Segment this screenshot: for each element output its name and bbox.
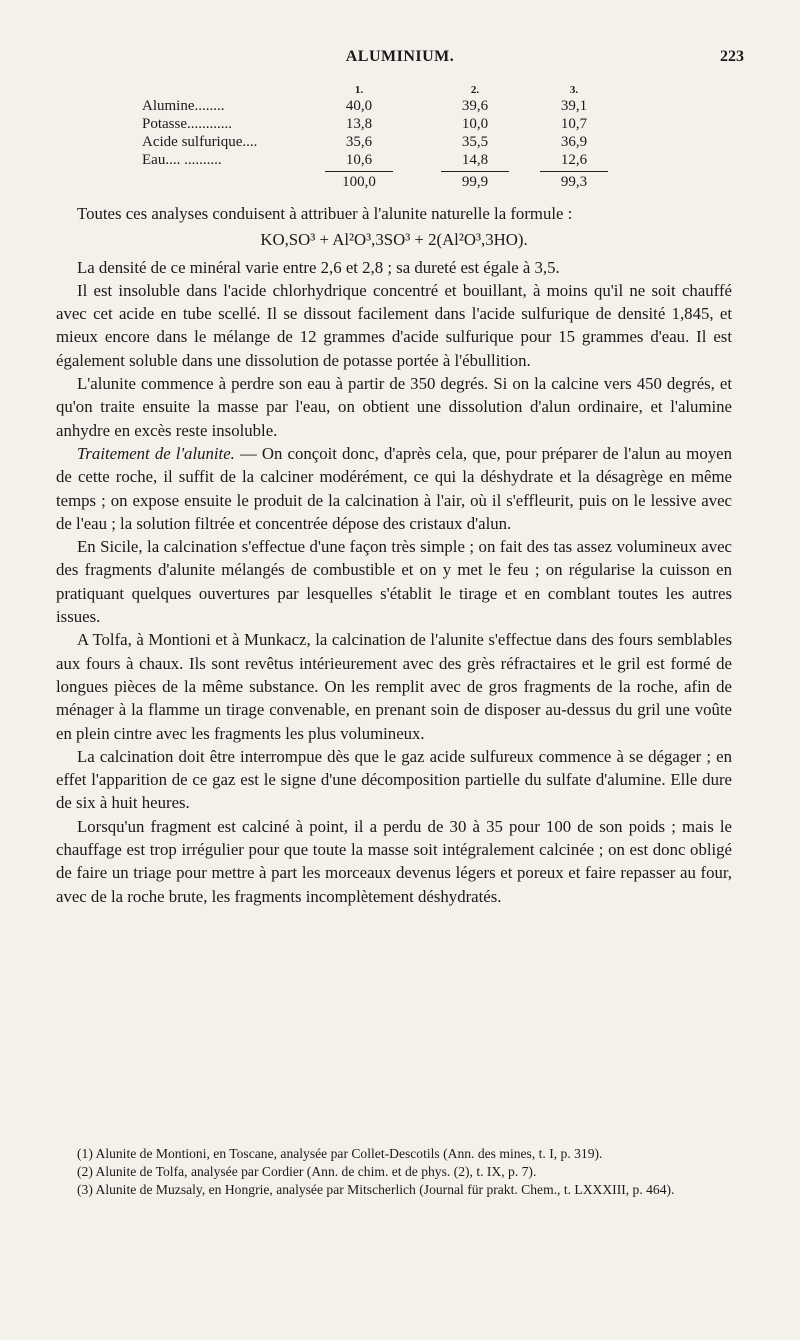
table-header-row [142, 86, 602, 98]
table-cell: 14,8 [461, 152, 489, 168]
paragraph: La calcination doit être interrompue dès que le gaz acide sulfureux commence à se dégager ; en effet l'apparition de ce gaz est le signe d'une décomposition partielle du sulfate d'alumine. Elle dure de six à huit heures. [56, 746, 732, 813]
row-label: Eau.... .......... [142, 152, 222, 168]
paragraph: En Sicile, la calcination s'effectue d'une façon très simple ; on fait des tas assez volumineux avec des fragments d'alunite mélangés de combustible et on y met le feu ; on régularise la cuisson en pratiquant quelques ouvertures par lesquelles s'établit le tirage et en comblant toutes les autres issues. [56, 537, 732, 627]
section-title: Traitement de l'alunite. [77, 443, 235, 463]
total-cell: 99,9 [461, 174, 489, 190]
table-row-acide-sulfurique [142, 134, 602, 152]
table-cell: 12,6 [560, 152, 588, 168]
column-header: 3. [569, 84, 579, 96]
table-cell: 10,7 [560, 116, 588, 132]
column-header: 1. [354, 84, 364, 96]
total-cell: 99,3 [560, 174, 588, 190]
table-cell: 40,0 [345, 98, 373, 114]
section-paragraph [56, 442, 732, 535]
table-cell: 35,6 [345, 134, 373, 150]
table-cell: 35,5 [461, 134, 489, 150]
paragraph: A Tolfa, à Montioni et à Munkacz, la calcination de l'alunite s'effectue dans des fours semblables aux fours à chaux. Ils sont revêtus intérieurement avec des grès réfractaires et le gril est formé de longues pièces de la même substance. On les remplit avec de gros fragments de la roche, afin de ménager à la flamme un tirage convenable, en prenant soin de disposer au-dessus du gril une voûte en plein cintre avec les fragments les plus volumineux. [56, 630, 732, 743]
footnote: (1) Alunite de Montioni, en Toscane, analysée par Collet-Descotils (Ann. des mines, t. I, p. 319). [77, 1146, 603, 1161]
table-row-alumine [142, 98, 602, 116]
total-cell: 100,0 [342, 174, 376, 190]
paragraph: L'alunite commence à perdre son eau à partir de 350 degrés. Si on la calcine vers 450 degrés, et qu'on traite ensuite la masse par l'eau, on obtient une dissolution d'alun ordinaire, et l'alumine anhydre en excès reste insoluble. [56, 374, 732, 440]
row-label: Alumine........ [142, 98, 225, 114]
table-totals-row [142, 174, 602, 192]
table-cell: 13,8 [345, 116, 373, 132]
sum-rule [325, 171, 393, 172]
paragraph-text: — On conçoit donc, d'après cela, que, pour préparer de l'alun au moyen de cette roche, il suffit de la calciner modérément, ce qui la déshydrate et la désagrège en même temps ; on expose ensuite le produit de la calcination à l'air, où il s'effleurit, puis on le lessive avec de l'eau ; la solution filtrée et concentrée dépose des cristaux d'alun. [56, 443, 732, 533]
sum-rule [441, 171, 509, 172]
row-label: Potasse............ [142, 116, 232, 132]
table-cell: 10,6 [345, 152, 373, 168]
footnotes [56, 1145, 732, 1200]
paragraph: La densité de ce minéral varie entre 2,6 et 2,8 ; sa dureté est égale à 3,5. [77, 257, 560, 277]
table-row-potasse [142, 116, 602, 134]
column-header: 2. [470, 84, 480, 96]
body-text [56, 202, 732, 908]
table-cell: 39,6 [461, 98, 489, 114]
chemical-formula: KO,SO³ + Al²O³,3SO³ + 2(Al²O³,3HO). [260, 230, 528, 250]
footnote: (3) Alunite de Muzsaly, en Hongrie, analysée par Mitscherlich (Journal für prakt. Chem., t. LXXXIII, p. 464). [77, 1182, 675, 1198]
footnote: (2) Alunite de Tolfa, analysée par Cordier (Ann. de chim. et de phys. (2), t. IX, p. 7). [77, 1164, 537, 1180]
table-cell: 10,0 [461, 116, 489, 132]
running-head [0, 48, 800, 70]
paragraph: Il est insoluble dans l'acide chlorhydrique concentré et bouillant, à moins qu'il ne soit chauffé avec cet acide en tube scellé. Il se dissout facilement dans l'acide sulfurique de densité 1,845, et mieux encore dans le mélange de 12 grammes d'acide sulfurique pour 15 grammes d'eau. Il est également soluble dans une dissolution de potasse portée à l'ébullition. [56, 280, 732, 370]
table-row-eau [142, 152, 602, 170]
composition-table [142, 86, 602, 192]
row-label: Acide sulfurique.... [142, 134, 258, 150]
table-cell: 39,1 [560, 98, 588, 114]
paragraph: Lorsqu'un fragment est calciné à point, il a perdu de 30 à 35 pour 100 de son poids ; mais le chauffage est trop irrégulier pour que toute la masse soit intégralement calcinée ; on est donc obligé de faire un triage pour mettre à part les morceaux devenus légers et poreux et faire repasser au four, avec de la roche brute, les fragments incomplètement déshydratés. [56, 816, 732, 906]
page-number: 223 [720, 48, 744, 65]
running-title: ALUMINIUM. [345, 48, 455, 65]
paragraph: Toutes ces analyses conduisent à attribuer à l'alunite naturelle la formule : [77, 204, 573, 223]
sum-rule [540, 171, 608, 172]
table-cell: 36,9 [560, 134, 588, 150]
